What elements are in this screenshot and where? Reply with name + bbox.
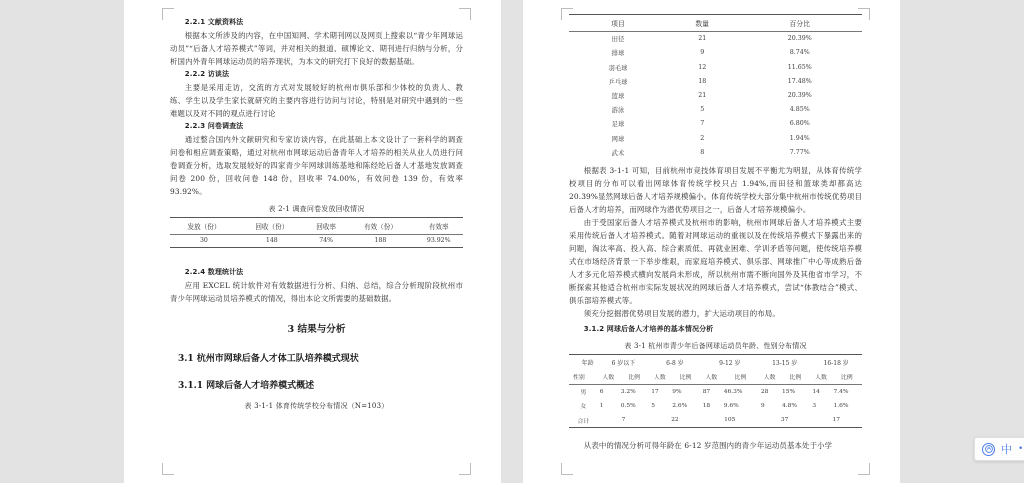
sport-name-cell: 田径	[611, 36, 625, 44]
survey-table-header-cell: 有效率	[414, 218, 463, 235]
sport-count-cell: 8	[700, 148, 705, 156]
age-cell-count: 14	[812, 388, 820, 395]
age-subheader-count: 人数	[649, 369, 670, 384]
sports-table-header-cell: 百分比	[737, 15, 862, 32]
right-paragraph-1: 根据表 3-1-1 可知，目前杭州市竞技体育项目发展不平衡尤为明显，从体育传统学校项目的分布可以看出网球体育传统学校只占 1.94%,而田径和篮球类却都高达 20.39%显然网球后备人才培养规模偏小。体育传统学校大部分集中杭州市传统优势项目后备人才的培养，而网球作为潜优势项目之一，后备人才培养规模偏小。	[569, 166, 863, 215]
right-paragraph-2: 由于受国家后备人才培养模式及杭州市的影响，杭州市网球后备人才培养模式主要采用传统后备人才培养模式。随着对网球运动的重视以及在传统培养模式下暴露出来的问题，淘汰率高、投入高、综合素质低、再就业困难、学训矛盾等问题，使传统培养模式在市场经济背景一下举步维艰，而家庭培养模式、俱乐部、网球推广中心等成熟后备人才多元化培养模式横向发展尚未形成，所以杭州市需不断向国外及其他省市学习，不断探索其他适合杭州市实际发展状况的网球后备人才培养模式，尝试“体教结合”模式、俱乐部培养模式等。	[569, 218, 862, 306]
sport-name-cell: 武术	[611, 149, 625, 157]
age-cell-ratio: 9.6%	[723, 402, 739, 409]
age-cell-count: 1	[599, 402, 604, 409]
age-row-label-male: 男	[580, 390, 587, 397]
sport-count-cell: 21	[698, 91, 707, 99]
crop-mark-bottom-right-icon	[459, 463, 471, 475]
sport-name-cell: 排球	[611, 50, 625, 58]
sport-count-cell: 9	[700, 49, 705, 57]
survey-table-cell: 93.92%	[426, 237, 451, 245]
survey-table	[170, 217, 463, 253]
crop-mark-bottom-left-icon	[162, 463, 174, 475]
sports-table-header-cell: 项目	[569, 15, 667, 32]
age-table-sub-header-row	[569, 369, 862, 384]
sport-percent-cell: 17.48%	[787, 77, 812, 85]
ime-mode-label[interactable]: 中	[1001, 442, 1012, 456]
survey-table-header-cell: 回收率	[306, 218, 347, 235]
age-cell-ratio: 7.4%	[833, 388, 849, 395]
age-table-corner-bottom-label: 性别	[569, 369, 598, 384]
table-row	[170, 234, 463, 247]
age-subheader-ratio: 比例	[619, 369, 649, 384]
sports-distribution-table	[569, 14, 862, 159]
age-group-header: 13-15 岁	[759, 355, 811, 370]
crop-mark-bottom-right-icon	[858, 463, 870, 475]
right-page-body	[569, 14, 862, 452]
age-row-label-total: 合计	[577, 418, 590, 425]
survey-table-header-cell: 有效（份）	[347, 218, 415, 235]
age-total-cell: 105	[724, 417, 736, 424]
sport-count-cell: 5	[700, 106, 705, 114]
table-row	[569, 117, 862, 131]
age-table-group-header-row	[569, 355, 862, 370]
age-table-corner-top-label: 年龄	[569, 355, 598, 370]
sport-name-cell: 篮球	[611, 92, 625, 100]
age-cell-ratio: 1.6%	[833, 402, 849, 409]
table-row	[569, 46, 862, 60]
table-row	[569, 88, 862, 102]
survey-table-cell: 188	[374, 237, 387, 245]
heading-3-1-1: 3.1.1 网球后备人才培养模式概述	[178, 380, 315, 391]
sport-count-cell: 21	[698, 35, 707, 43]
survey-table-header-cell: 回收（份）	[238, 218, 306, 235]
age-subheader-count: 人数	[759, 369, 780, 384]
sport-percent-cell: 11.65%	[787, 63, 812, 71]
sport-name-cell: 网球	[611, 135, 625, 143]
table-row	[569, 103, 862, 117]
sport-name-cell: 乒乓球	[608, 78, 628, 86]
chapter-title-3: 3 结果与分析	[287, 323, 346, 335]
survey-table-cell: 74%	[319, 237, 334, 245]
age-cell-ratio: 46.3%	[723, 388, 743, 395]
age-cell-ratio: 9%	[672, 388, 682, 395]
table-row	[569, 384, 862, 399]
sport-percent-cell: 20.39%	[787, 35, 812, 43]
age-gender-distribution-table	[569, 354, 862, 433]
sports-table-header-cell: 数量	[667, 15, 737, 32]
age-group-header: 16-18 岁	[810, 355, 862, 370]
age-group-header: 6 岁以下	[598, 355, 650, 370]
sport-count-cell: 18	[698, 77, 707, 85]
sport-percent-cell: 6.80%	[789, 120, 810, 128]
crop-mark-bottom-left-icon	[561, 463, 573, 475]
table-row	[569, 60, 862, 74]
age-subheader-ratio: 比例	[832, 369, 862, 384]
heading-2-2-3: 2.2.3 问卷调查法	[184, 122, 244, 130]
heading-2-2-1: 2.2.1 文献资料法	[184, 18, 244, 26]
age-cell-ratio: 4.8%	[782, 402, 797, 409]
survey-table-header-cell: 发放（份）	[170, 218, 238, 235]
age-subheader-ratio: 比例	[780, 369, 810, 384]
age-subheader-ratio: 比例	[722, 369, 759, 384]
ime-logo-icon[interactable]	[982, 443, 995, 456]
age-cell-count: 18	[702, 402, 711, 409]
age-total-cell: 37	[780, 417, 789, 424]
age-table-caption: 表 3-1 杭州市青少年后备网球运动员年龄、性别分布情况	[624, 342, 807, 351]
age-total-cell: 7	[621, 417, 626, 424]
age-cell-count: 28	[760, 388, 769, 395]
age-cell-ratio: 0.5%	[620, 402, 636, 409]
age-cell-ratio: 2.6%	[672, 402, 688, 409]
age-cell-count: 9	[760, 402, 765, 409]
heading-3-1: 3.1 杭州市网球后备人才体工队培养模式现状	[178, 353, 359, 364]
age-cell-ratio: 3.2%	[620, 388, 636, 395]
survey-table-cell: 148	[265, 237, 278, 245]
left-page-body	[170, 16, 463, 414]
age-subheader-count: 人数	[810, 369, 831, 384]
right-closing-paragraph: 从表中的情况分析可得年龄在 6-12 岁范围内的青少年运动员基本处于小学	[583, 441, 833, 451]
age-cell-count: 17	[651, 388, 659, 395]
survey-table-cell: 30	[200, 237, 208, 245]
age-row-label-female: 女	[580, 404, 587, 411]
age-subheader-ratio: 比例	[670, 369, 700, 384]
paragraph-2-2-4: 应用 EXCEL 统计软件对有效数据进行分析、归纳、总结，综合分析现阶段杭州市青少年网球运动员培养模式的情况，得出本论文所需要的基础数据。	[170, 280, 463, 303]
paragraph-2-2-1: 根据本文所涉及的内容，在中国知网、学术期刊网以及网页上搜索以“青少年网球运动员”“后备人才培养模式”等词，并对相关的报道、硕博论文、期刊进行归纳与分析，分析国内外青年网球运动员的培养现状，为本文的研究打下良好的数据基础。	[170, 31, 463, 66]
ime-status-bar[interactable]	[974, 437, 1024, 461]
sport-count-cell: 7	[700, 120, 705, 128]
sport-percent-cell: 4.85%	[789, 106, 810, 114]
ime-extra-icon[interactable]: •	[1018, 443, 1024, 454]
age-cell-count: 6	[599, 388, 604, 395]
table-3-1-1-caption: 表 3-1-1 体育传统学校分布情况（N=103）	[244, 401, 389, 410]
heading-2-2-2: 2.2.2 访谈法	[184, 70, 230, 78]
age-cell-count: 87	[702, 388, 711, 395]
age-total-cell: 17	[832, 417, 840, 424]
document-page-right	[523, 0, 900, 483]
sport-count-cell: 2	[700, 134, 705, 142]
sport-name-cell: 游泳	[611, 107, 625, 115]
heading-3-1-2: 3.1.2 网球后备人才培养的基本情况分析	[583, 325, 714, 334]
sport-name-cell: 足球	[611, 121, 625, 129]
age-total-cell: 22	[671, 417, 679, 424]
sport-percent-cell: 20.39%	[787, 91, 812, 99]
table-row	[569, 131, 862, 145]
table-row	[569, 74, 862, 88]
age-cell-ratio: 15%	[782, 388, 796, 395]
table-row-total	[569, 413, 862, 428]
heading-2-2-4: 2.2.4 数理统计法	[184, 267, 244, 276]
table-row	[569, 31, 862, 46]
document-page-left	[124, 0, 501, 483]
sport-percent-cell: 8.74%	[789, 49, 810, 57]
age-group-header: 9-12 岁	[701, 355, 759, 370]
sport-percent-cell: 1.94%	[789, 134, 810, 142]
age-subheader-count: 人数	[701, 369, 722, 384]
sport-count-cell: 12	[698, 63, 707, 71]
age-cell-count: 5	[651, 402, 655, 409]
table-row	[569, 145, 862, 159]
sport-name-cell: 羽毛球	[608, 64, 628, 72]
age-cell-count: 3	[812, 402, 817, 409]
paragraph-2-2-3: 通过整合国内外文献研究和专家访谈内容，在此基础上本文设计了一套科学的调查问卷和相应调查策略，通过对杭州市网球运动后备青年人才培养的相关从业人员进行问卷调查分析，选取发展较好的四家青少年网球训练基地和陈经纶后备人才基地发放调查问卷 200 份，回收问卷 148 份，回收率 74.00%，有效问卷 139 份，有效率 93.92%。	[170, 135, 463, 196]
table-row	[569, 399, 862, 413]
age-subheader-count: 人数	[598, 369, 619, 384]
survey-table-caption: 表 2-1 调查问卷发放回收情况	[268, 205, 365, 213]
right-paragraph-3: 须充分挖掘潜优势项目发展的潜力，扩大运动项目的布局。	[583, 309, 780, 319]
paragraph-2-2-2: 主要是采用走访，交流的方式对发展较好的杭州市俱乐部和少体校的负责人、教练、学生以及学生家长就研究的主要内容进行访问与讨论，特别是对研究中遇到的一些难题以及对不同的观点进行讨论	[170, 83, 463, 118]
age-group-header: 6-8 岁	[649, 355, 701, 370]
sport-percent-cell: 7.77%	[789, 148, 810, 156]
